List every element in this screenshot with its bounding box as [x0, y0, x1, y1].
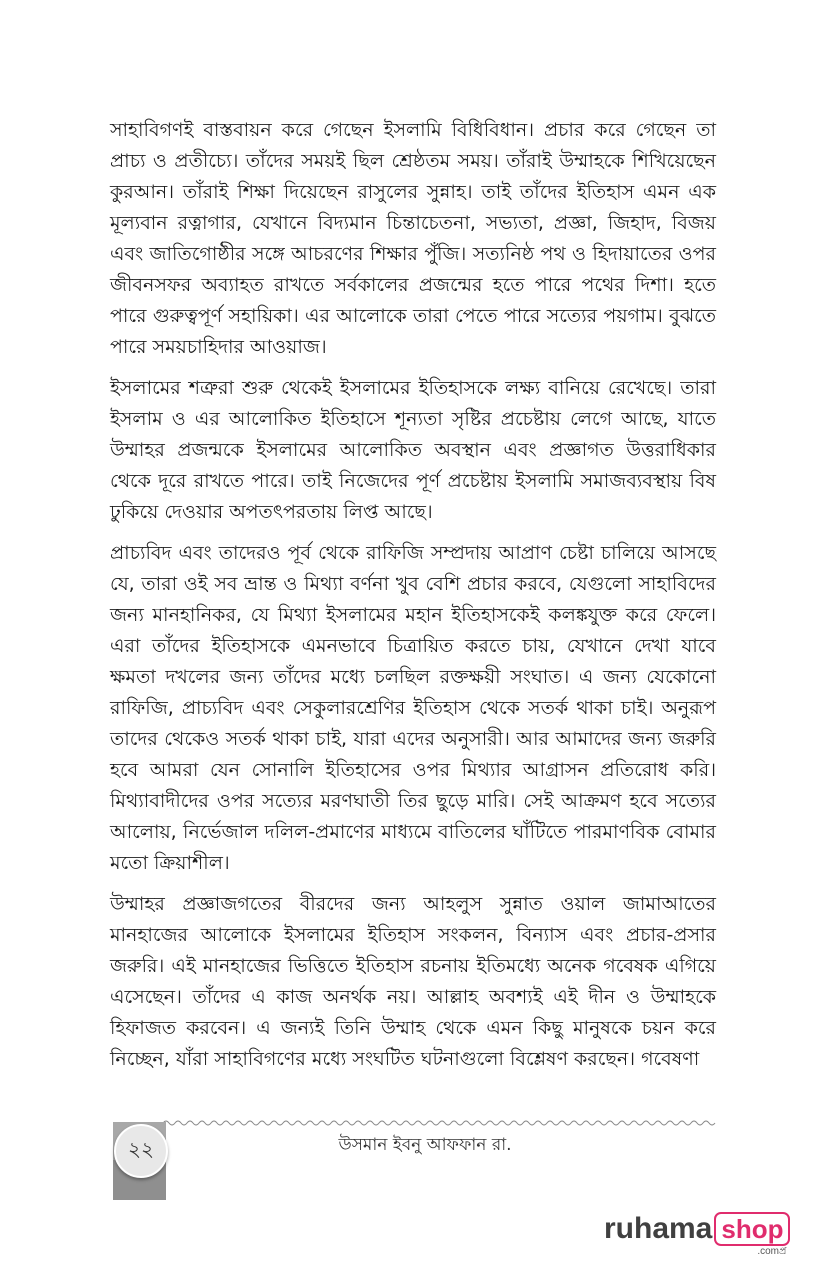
- running-head: উসমান ইবনু আফফান রা.: [338, 1135, 512, 1155]
- logo-brand-text: ruhama: [604, 1212, 713, 1245]
- paragraph: প্রাচ্যবিদ এবং তাদেরও পূর্ব থেকে রাফিজি সম্প্রদায় আপ্রাণ চেষ্টা চালিয়ে আসছে যে, তারা ওই সব ভ্রান্ত ও মিথ্যা বর্ণনা খুব বেশি প্রচার করবে, যেগুলো সাহাবিদের জন্য মানহানিকর, যে মিথ্যা ইসলামের মহান ইতিহাসকেই কলঙ্কযুক্ত করে ফেলে। এরা তাঁদের ইতিহাসকে এমনভাবে চিত্রায়িত করতে চায়, যেখানে দেখা যাবে ক্ষমতা দখলের জন্য তাঁদের মধ্যে চলছিল রক্তক্ষয়ী সংঘাত। এ জন্য যেকোনো রাফিজি, প্রাচ্যবিদ এবং সেকুলারশ্রেণির ইতিহাস থেকে সতর্ক থাকা চাই। অনুরূপ তাদের থেকেও সতর্ক থাকা চাই, যারা এদের অনুসারী। আর আমাদের জন্য জরুরি হবে আমরা যেন সোনালি ইতিহাসের ওপর মিথ্যার আগ্রাসন প্রতিরোধ করি। মিথ্যাবাদীদের ওপর সত্যের মরণঘাতী তির ছুড়ে মারি। সেই আক্রমণ হবে সত্যের আলোয়, নির্ভেজাল দলিল-প্রমাণের মাধ্যমে বাতিলের ঘাঁটিতে পারমাণবিক বোমার মতো ক্রিয়াশীল।: [110, 542, 716, 874]
- paragraph: ইসলামের শত্রুরা শুরু থেকেই ইসলামের ইতিহাসকে লক্ষ্য বানিয়ে রেখেছে। তারা ইসলাম ও এর আলোকিত ইতিহাসে শূন্যতা সৃষ্টির প্রচেষ্টায় লেগে আছে, যাতে উম্মাহর প্রজন্মকে ইসলামের আলোকিত অবস্থান এবং প্রজ্ঞাগত উত্তরাধিকার থেকে দূরে রাখতে পারে। তাই নিজেদের পূর্ণ প্রচেষ্টায় ইসলামি সমাজব্যবস্থায় বিষ ঢুকিয়ে দেওয়ার অপতৎপরতায় লিপ্ত আছে।: [110, 377, 716, 523]
- footer-divider: [163, 1119, 718, 1127]
- paragraph: উম্মাহর প্রজ্ঞাজগতের বীরদের জন্য আহলুস সুন্নাত ওয়াল জামাআতের মানহাজের আলোকে ইসলামের ইতিহাস সংকলন, বিন্যাস এবং প্রচার-প্রসার জরুরি। এই মানহাজের ভিত্তিতে ইতিহাস রচনায় ইতিমধ্যে অনেক গবেষক এগিয়ে এসেছেন। তাঁদের এ কাজ অনর্থক নয়। আল্লাহ অবশ্যই এই দীন ও উম্মাহকে হিফাজত করবেন। এ জন্যই তিনি উম্মাহ থেকে এমন কিছু মানুষকে চয়ন করে নিচ্ছেন, যাঁরা সাহাবিগণের মধ্যে সংঘটিত ঘটনাগুলো বিশ্লেষণ করছেন। গবেষণা: [110, 893, 716, 1070]
- ruhamashop-logo: [604, 1212, 790, 1257]
- logo-shop-badge: shop: [714, 1212, 790, 1246]
- logo-domain: .comপ্র: [757, 1246, 787, 1257]
- body-text: [110, 115, 716, 1085]
- page-number: ২২: [114, 1124, 168, 1178]
- paragraph: সাহাবিগণই বাস্তবায়ন করে গেছেন ইসলামি বিধিবিধান। প্রচার করে গেছেন তা প্রাচ্য ও প্রতীচ্যে। তাঁদের সময়ই ছিল শ্রেষ্ঠতম সময়। তাঁরাই উম্মাহকে শিখিয়েছেন কুরআন। তাঁরাই শিক্ষা দিয়েছেন রাসুলের সুন্নাহ। তাই তাঁদের ইতিহাস এমন এক মূল্যবান রত্নাগার, যেখানে বিদ্যমান চিন্তাচেতনা, সভ্যতা, প্রজ্ঞা, জিহাদ, বিজয় এবং জাতিগোষ্ঠীর সঙ্গে আচরণের শিক্ষার পুঁজি। সত্যনিষ্ঠ পথ ও হিদায়াতের ওপর জীবনসফর অব্যাহত রাখতে সর্বকালের প্রজন্মের হতে পারে পথের দিশা। হতে পারে গুরুত্বপূর্ণ সহায়িকা। এর আলোকে তারা পেতে পারে সত্যের পয়গাম। বুঝতে পারে সময়চাহিদার আওয়াজ।: [110, 119, 716, 358]
